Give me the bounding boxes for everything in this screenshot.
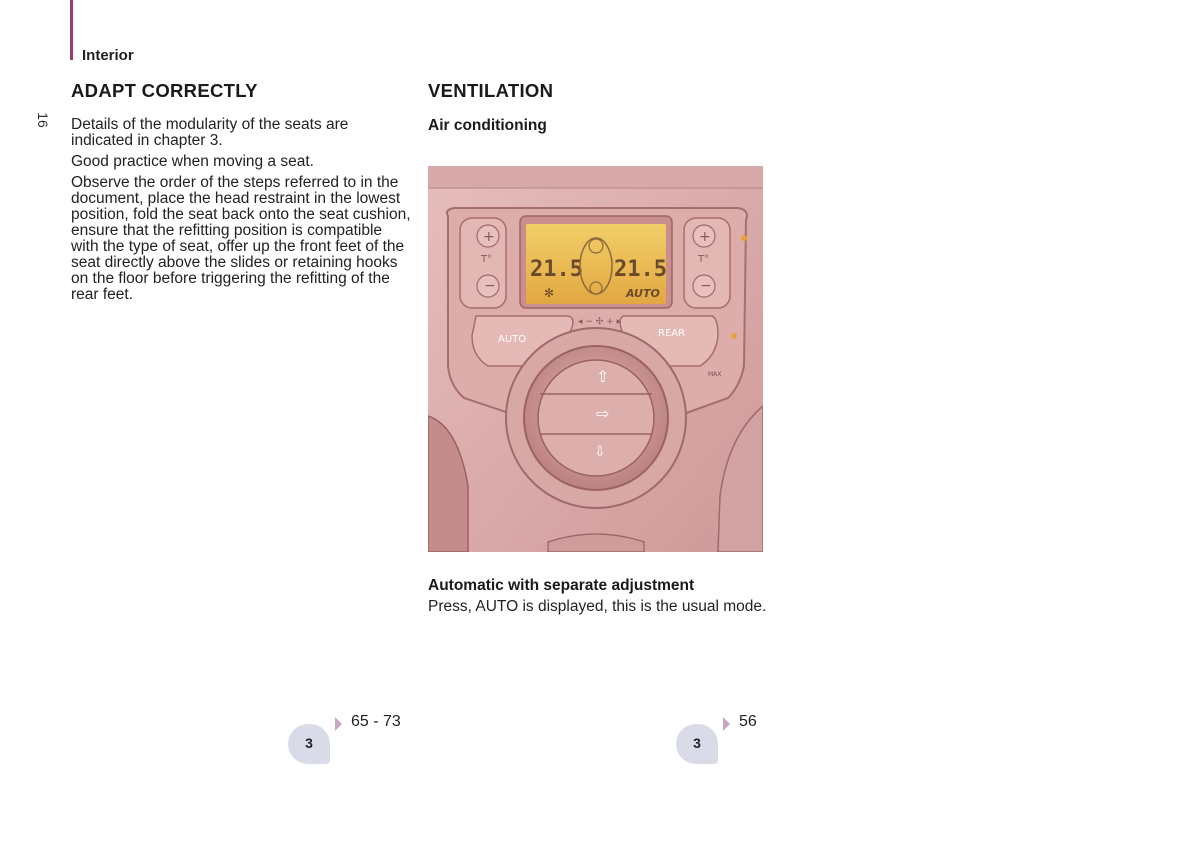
auto-button-label: AUTO [498,334,527,345]
lcd-temp-right: 21.5 [614,257,667,282]
lcd-temp-left: 21.5 [530,257,583,282]
page-range: 56 [739,713,757,730]
svg-text:⇩: ⇩ [594,444,606,460]
paragraph: Details of the modularity of the seats are indicated in chapter 3. [71,116,349,149]
caption-title: Automatic with separate adjustment [428,577,695,594]
svg-text:−: − [700,278,712,294]
ventilation-title: VENTILATION [428,80,554,101]
paragraph: Observe the order of the steps referred to in the document, place the head restraint in the lowest position, fold the seat back onto the seat cushion, ensure that the refitting position is compatible with the type of seat, offer up the front feet of the seat directly above the slides or retaining hooks on the floor before triggering the refitting of the rear feet. [71,174,411,303]
section-label: Interior [82,47,134,64]
svg-text:✻: ✻ [544,286,555,300]
chapter-badge: 3 [288,724,330,764]
climate-control-panel-illustration [428,166,763,552]
page-range: 65 - 73 [351,713,401,730]
paragraph: Good practice when moving a seat. [71,153,314,170]
svg-text:⇨: ⇨ [596,404,610,423]
max-label: MAX [708,371,722,378]
arrow-right-icon [335,717,342,731]
right-column [428,80,768,135]
caption-text: Press, AUTO is displayed, this is the usual mode. [428,598,767,615]
svg-text:−: − [484,278,496,294]
adapt-correctly-title: ADAPT CORRECTLY [71,80,258,101]
lcd-mode: AUTO [626,287,660,300]
svg-text:◂ − ✣ + ▸: ◂ − ✣ + ▸ [578,317,622,327]
svg-text:+: + [699,229,711,245]
svg-text:T°: T° [481,254,493,265]
rear-button-label: REAR [658,328,686,339]
left-column [71,80,411,308]
svg-text:⇧: ⇧ [596,367,610,386]
chapter-badge: 3 [676,724,718,764]
margin-accent-bar [70,0,73,60]
page-number: 16 [35,112,51,128]
svg-text:T°: T° [698,254,710,265]
svg-text:+: + [483,229,495,245]
caption [428,577,768,620]
arrow-right-icon [723,717,730,731]
air-conditioning-subtitle: Air conditioning [428,117,547,134]
